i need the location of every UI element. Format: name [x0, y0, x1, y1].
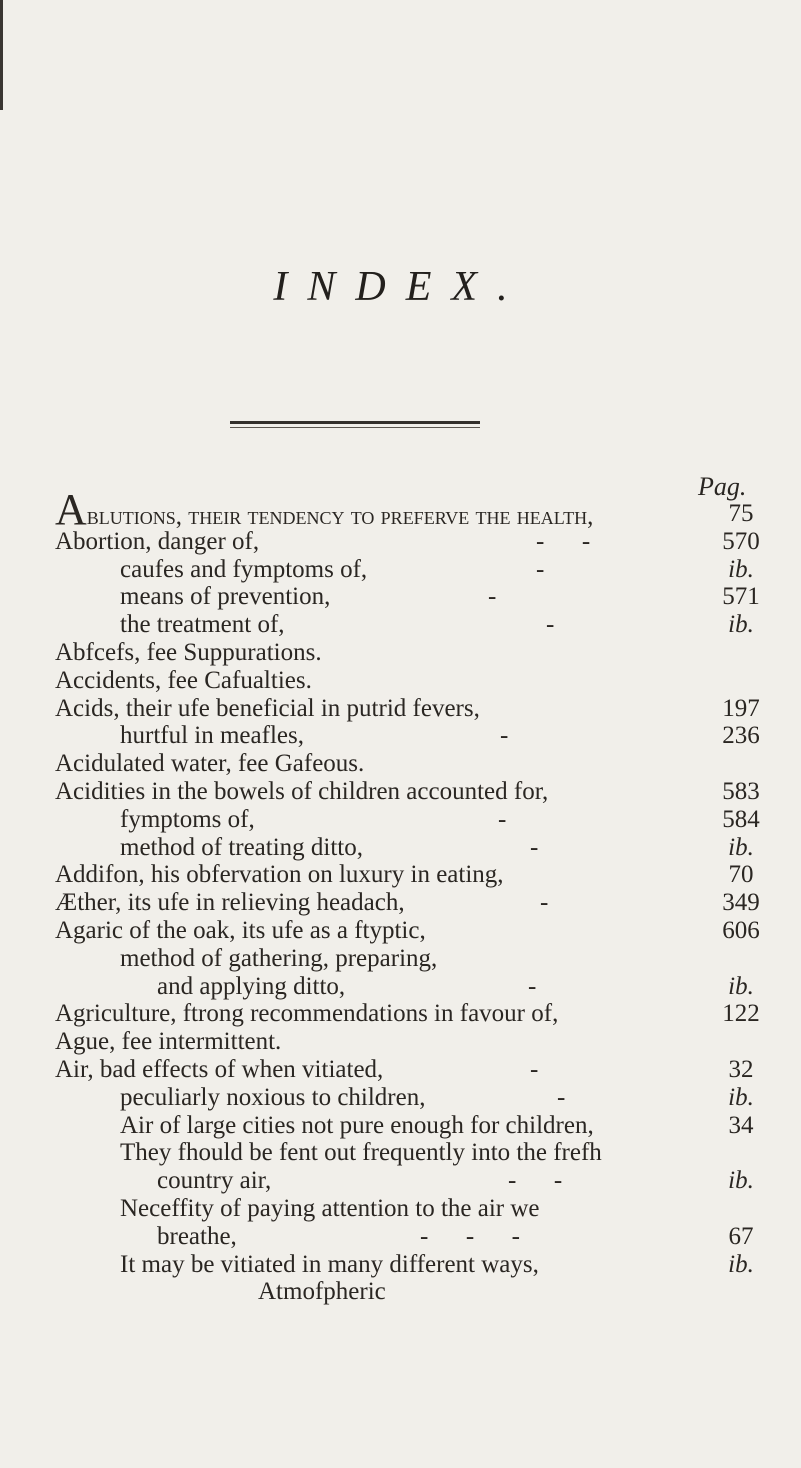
leader-dashes: - -	[508, 1167, 563, 1195]
entry-text: fymptoms of,	[120, 805, 255, 833]
index-entry	[0, 1112, 801, 1140]
entry-text: Agriculture, ftrong recommendations in favour of,	[55, 1000, 559, 1028]
entry-text: They fhould be fent out frequently into the frefh	[120, 1139, 602, 1167]
page-number: 236	[722, 722, 760, 750]
entry-text: hurtful in meafles,	[120, 722, 304, 750]
page-number: 583	[722, 777, 760, 805]
page-number: 70	[728, 861, 754, 889]
entry-text: It may be vitiated in many different ways,	[120, 1250, 539, 1278]
index-entry	[0, 1167, 801, 1195]
entry-text: country air,	[157, 1167, 272, 1195]
leader-dashes: -	[557, 1083, 566, 1111]
entry-text: Air, bad effects of when vitiated,	[55, 1055, 384, 1083]
page-number: ib.	[728, 972, 754, 1000]
leader-dashes: -	[540, 889, 549, 917]
leader-dashes: - - -	[420, 1222, 520, 1250]
page-number: 32	[728, 1055, 754, 1083]
entry-text: Ague, fee intermittent.	[55, 1028, 282, 1056]
page-number: 349	[722, 889, 760, 917]
entry-text: Acids, their ufe beneficial in putrid fevers,	[55, 694, 480, 722]
entry-text: Agaric of the oak, its ufe as a ftyptic,	[55, 916, 426, 944]
entry-text: Neceffity of paying attention to the air we	[120, 1194, 540, 1222]
entry-text: method of gathering, preparing,	[120, 944, 438, 972]
leader-dashes: - -	[536, 527, 591, 555]
entry-label: blutions, their tendency to preferve the health,	[86, 503, 594, 530]
index-entry	[0, 1251, 801, 1279]
entry-text: Addifon, his obfervation on luxury in eating,	[55, 861, 504, 889]
entry-text: peculiarly noxious to children,	[120, 1083, 426, 1111]
page-number: ib.	[728, 1083, 754, 1111]
entry-text: and applying ditto,	[157, 972, 346, 1000]
page-title: INDEX.	[273, 264, 528, 310]
entry-text: Atmofpheric	[258, 1278, 386, 1306]
index-entry	[0, 583, 801, 611]
page-number: 75	[728, 500, 754, 527]
page-number: 584	[722, 805, 760, 833]
index-entry	[0, 917, 801, 945]
index-entry	[0, 1056, 801, 1084]
index-entry	[0, 722, 801, 750]
entry-text: breathe,	[157, 1222, 237, 1250]
page-number: 606	[722, 916, 760, 944]
entry-text: caufes and fymptoms of,	[120, 555, 368, 583]
page-number: ib.	[728, 833, 754, 861]
index-entry	[0, 1084, 801, 1112]
title-rule-thin	[230, 427, 480, 428]
index-entry	[0, 528, 801, 556]
title-rule-thick	[230, 421, 480, 424]
index-entry	[0, 889, 801, 917]
index-entry	[0, 750, 801, 778]
leader-dashes: -	[530, 1055, 539, 1083]
index-entry	[0, 778, 801, 806]
leader-dashes: -	[528, 972, 537, 1000]
index-entry	[0, 1139, 801, 1167]
page-number: 571	[722, 583, 760, 611]
entry-text: the treatment of,	[120, 611, 285, 639]
page-number: 67	[728, 1222, 754, 1250]
leader-dashes: -	[498, 805, 507, 833]
page-number: ib.	[728, 611, 754, 639]
index-entry	[0, 556, 801, 584]
entry-text: Accidents, fee Cafualties.	[55, 666, 312, 694]
entry-initial: A	[55, 485, 87, 534]
index-entry	[0, 639, 801, 667]
entry-text: Abfcefs, fee Suppurations.	[55, 638, 322, 666]
leader-dashes: -	[536, 555, 545, 583]
index-entry	[0, 1195, 801, 1223]
index-entry	[0, 806, 801, 834]
page-number: ib.	[728, 1167, 754, 1195]
page-number: 34	[728, 1111, 754, 1139]
index-entry	[0, 834, 801, 862]
entry-text: Abortion, danger of,	[55, 527, 260, 555]
index-entry	[0, 945, 801, 973]
index-entry	[0, 1028, 801, 1056]
page-number: 197	[722, 694, 760, 722]
entry-text	[55, 485, 594, 534]
index-entry	[0, 611, 801, 639]
page-column-header: Pag.	[698, 472, 747, 501]
leader-dashes: -	[530, 833, 539, 861]
entry-text: method of treating ditto,	[120, 833, 364, 861]
entry-text: Acidulated water, fee Gafeous.	[55, 750, 365, 778]
entry-text: Acidities in the bowels of children accounted for,	[55, 777, 549, 805]
index-entry	[0, 1278, 801, 1306]
leader-dashes: -	[488, 583, 497, 611]
page-number: ib.	[728, 555, 754, 583]
entry-text: Air of large cities not pure enough for children,	[120, 1111, 594, 1139]
index-entry	[0, 1223, 801, 1251]
index-entry	[0, 667, 801, 695]
leader-dashes: -	[500, 722, 509, 750]
page-number: ib.	[728, 1250, 754, 1278]
leader-dashes: -	[546, 611, 555, 639]
index-entry	[0, 973, 801, 1001]
entry-text: Æther, its ufe in relieving headach,	[55, 889, 405, 917]
index-entry	[0, 1000, 801, 1028]
page-number: 570	[722, 527, 760, 555]
page-number: 122	[722, 1000, 760, 1028]
index-entry	[0, 861, 801, 889]
entry-text: means of prevention,	[120, 583, 331, 611]
page-edge	[0, 0, 3, 110]
index-entry	[0, 695, 801, 723]
